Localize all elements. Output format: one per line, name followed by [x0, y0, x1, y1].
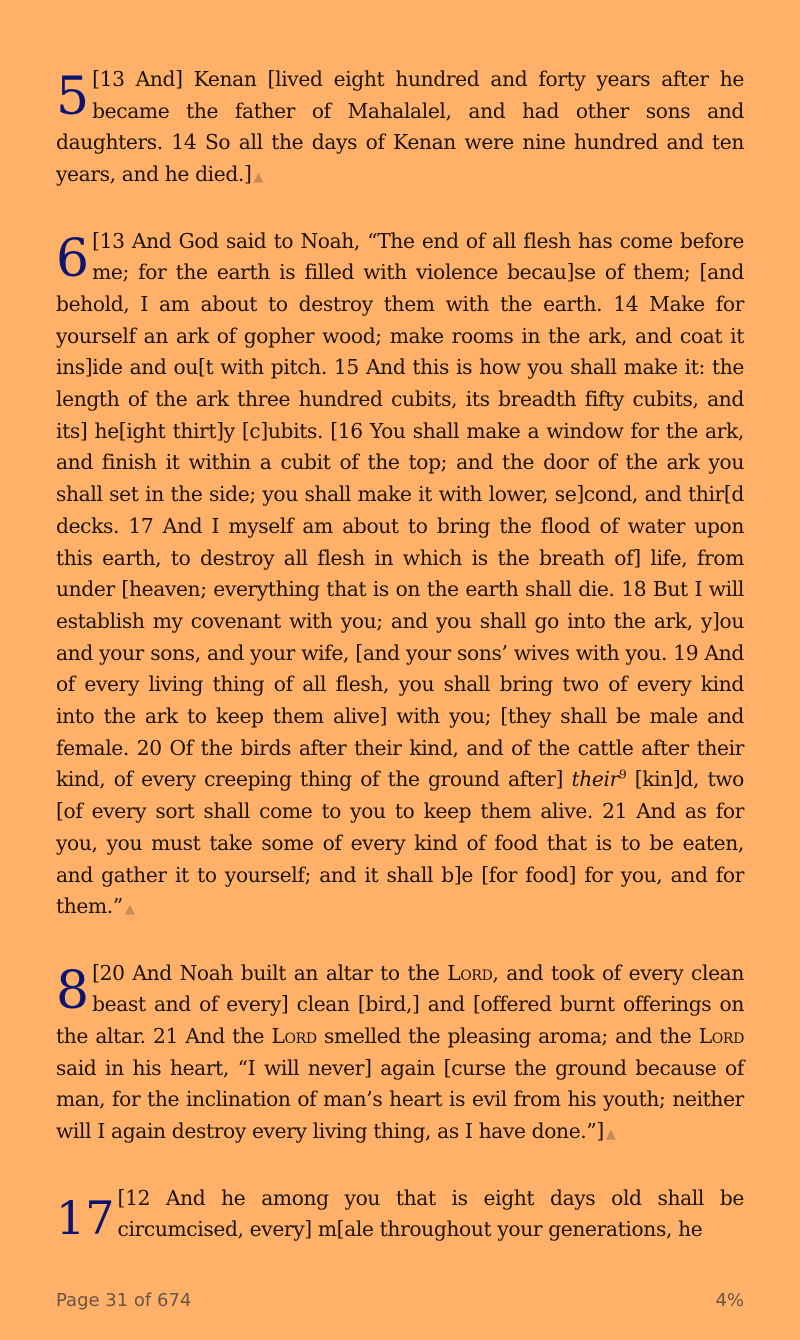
passage-8 — [56, 958, 744, 1151]
passage-17 — [56, 1183, 744, 1246]
divine-name: Lord — [271, 1024, 317, 1049]
divine-name: Lord — [698, 1024, 744, 1049]
passage-text: [13 And God said to Noah, “The end of all flesh has come before me; for the earth is filled with violence becau]se of them; [and behold, I am about to destroy them with the earth. 14 Make for yourself an ark of gopher wood; make rooms in the ark, and coat it ins]ide and ou[t with pitch. 15 And this is how you shall make it: the length of the ark three hundred cubits, its breadth fifty cubits, and its] he[ight thirt]y [c]ubits. [16 You shall make a window for the ark, and finish it within a cubit of the top; and the door of the ark you shall set in the side; you shall make it with lower, se]cond, and thir[d decks. 17 And I myself am about to bring the flood of water upon this earth, to destroy all flesh in which is the breath of] life, from under [heaven; everything that is on the earth shall die. 18 But I will establish my covenant with you; and you shall go into the ark, y]ou and your sons, and your wife, [and your sons’ wives with you. 19 And of every living thing of all flesh, you shall bring two of every kind into the ark to keep them alive] with you; [they shall be male and female. 20 Of the birds after their kind, and of the cattle after their kind, of every creeping thing of the ground after] — [56, 228, 744, 792]
progress-percent: 4% — [715, 1290, 744, 1311]
chapter-number: 17 — [56, 1190, 115, 1245]
passage-text: , and took of every clean beast and of every] clean [bird,] and [offered burnt offerings on the altar. 21 And the — [56, 960, 744, 1049]
footnote-reference[interactable]: 9 — [618, 767, 627, 782]
passage-text: [13 And] Kenan [lived eight hundred and forty years after he became the father of Mahalalel, and had other sons and daughters. 14 So all the days of Kenan were nine hundred and ten years, and he died.] — [56, 67, 744, 187]
passage-text: said in his heart, “I will never] again [curse the ground because of man, for the inclination of man’s heart is evil from his youth; neither will I again destroy every living thing, as I have done.”] — [56, 1055, 744, 1144]
passage-text: [20 And Noah built an altar to the — [92, 960, 440, 985]
chapter-number: 8 — [56, 960, 90, 1021]
passage-text: smelled the pleasing aroma; and the — [324, 1024, 692, 1049]
page-indicator: Page 31 of 674 — [56, 1290, 192, 1311]
divine-name: Lord — [447, 960, 493, 985]
reader-footer — [56, 1290, 744, 1311]
end-marker-icon[interactable]: ▲ — [253, 170, 264, 186]
reader-content — [56, 64, 744, 1278]
chapter-number: 6 — [56, 228, 90, 289]
end-marker-icon[interactable]: ▲ — [605, 1127, 616, 1143]
italic-word: their — [571, 767, 619, 792]
passage-5 — [56, 64, 744, 194]
passage-text: [12 And he among you that is eight days old shall be circumcised, every] m[ale throughout your generations, he — [117, 1185, 744, 1242]
chapter-number: 5 — [56, 67, 90, 127]
end-marker-icon[interactable]: ▲ — [124, 902, 135, 918]
passage-text: [kin]d, two [of every sort shall come to you to keep them alive. 21 And as for you, you must take some of every kind of food that is to be eaten, and gather it to yourself; and it shall b]e [for food] for you, and for them.” — [56, 767, 744, 919]
passage-6 — [56, 226, 744, 926]
